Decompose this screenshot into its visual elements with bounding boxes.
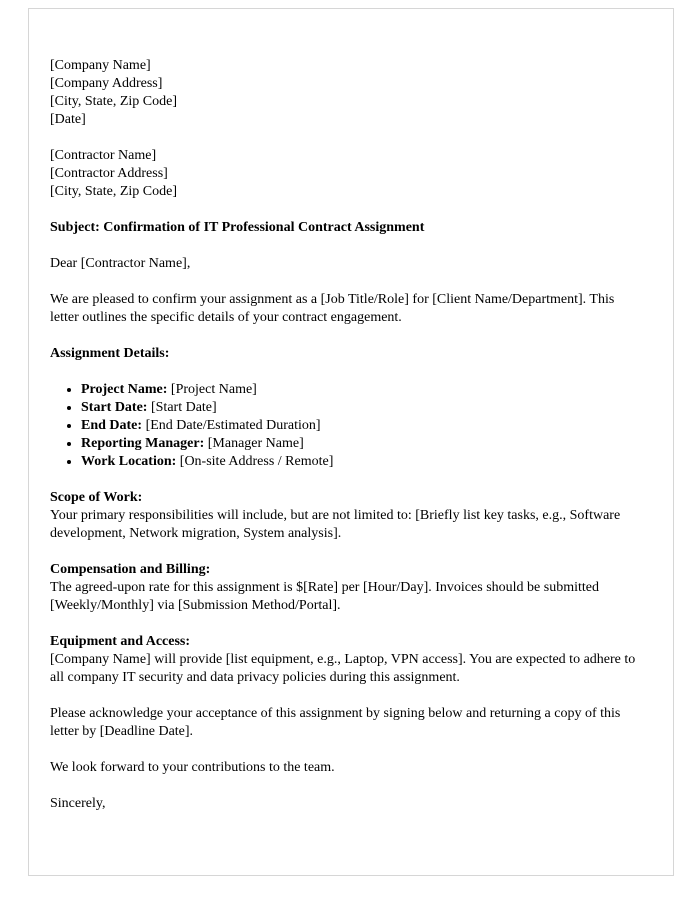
subject-text: Subject: Confirmation of IT Professional Contract Assignment (50, 220, 425, 235)
letter-date: [Date] (50, 112, 86, 127)
recipient-address: [Contractor Address] (50, 166, 168, 181)
subject-line (50, 219, 645, 237)
detail-item-end-date (81, 417, 645, 435)
sender-company-address: [Company Address] (50, 76, 163, 91)
salutation: Dear [Contractor Name], (50, 256, 191, 271)
detail-value: [Start Date] (150, 400, 217, 415)
sender-company-name: [Company Name] (50, 58, 151, 73)
detail-label: Project Name: (81, 382, 168, 397)
compensation-heading: Compensation and Billing: (50, 562, 211, 577)
detail-value: [On-site Address / Remote] (179, 454, 334, 469)
detail-label: Start Date: (81, 400, 148, 415)
detail-value: [End Date/Estimated Duration] (145, 418, 321, 433)
assignment-details-heading-text: Assignment Details: (50, 346, 170, 361)
equipment-body: [Company Name] will provide [list equipment, e.g., Laptop, VPN access]. You are expected to adhere to all company IT security and data privacy policies during this assignment. (50, 652, 636, 685)
detail-label: End Date: (81, 418, 143, 433)
sender-address-block (50, 57, 645, 129)
intro-paragraph: We are pleased to confirm your assignment as a [Job Title/Role] for [Client Name/Department]. This letter outlines the specific details of your contract engagement. (50, 292, 615, 325)
recipient-name: [Contractor Name] (50, 148, 157, 163)
detail-value: [Project Name] (170, 382, 257, 397)
scope-of-work-body: Your primary responsibilities will include, but are not limited to: [Briefly list key tasks, e.g., Software development, Network migration, System analysis]. (50, 508, 621, 541)
equipment-heading: Equipment and Access: (50, 634, 191, 649)
scope-of-work-heading: Scope of Work: (50, 490, 143, 505)
detail-label: Work Location: (81, 454, 177, 469)
assignment-details-list (50, 381, 645, 471)
compensation-section (50, 561, 645, 615)
sender-city-state-zip: [City, State, Zip Code] (50, 94, 178, 109)
recipient-city-state-zip: [City, State, Zip Code] (50, 184, 178, 199)
letter-document (28, 8, 674, 876)
detail-item-project-name (81, 381, 645, 399)
compensation-body: The agreed-upon rate for this assignment is $[Rate] per [Hour/Day]. Invoices should be submitted [Weekly/Monthly] via [Submission Method/Portal]. (50, 580, 599, 613)
scope-of-work-section (50, 489, 645, 543)
acknowledgement-paragraph: Please acknowledge your acceptance of this assignment by signing below and returning a copy of this letter by [Deadline Date]. (50, 706, 621, 739)
detail-label: Reporting Manager: (81, 436, 205, 451)
recipient-address-block (50, 147, 645, 201)
detail-item-start-date (81, 399, 645, 417)
detail-item-reporting-manager (81, 435, 645, 453)
assignment-details-heading (50, 345, 645, 363)
equipment-section (50, 633, 645, 687)
signoff: Sincerely, (50, 796, 106, 811)
detail-value: [Manager Name] (207, 436, 304, 451)
closing-line: We look forward to your contributions to the team. (50, 760, 335, 775)
detail-item-work-location (81, 453, 645, 471)
